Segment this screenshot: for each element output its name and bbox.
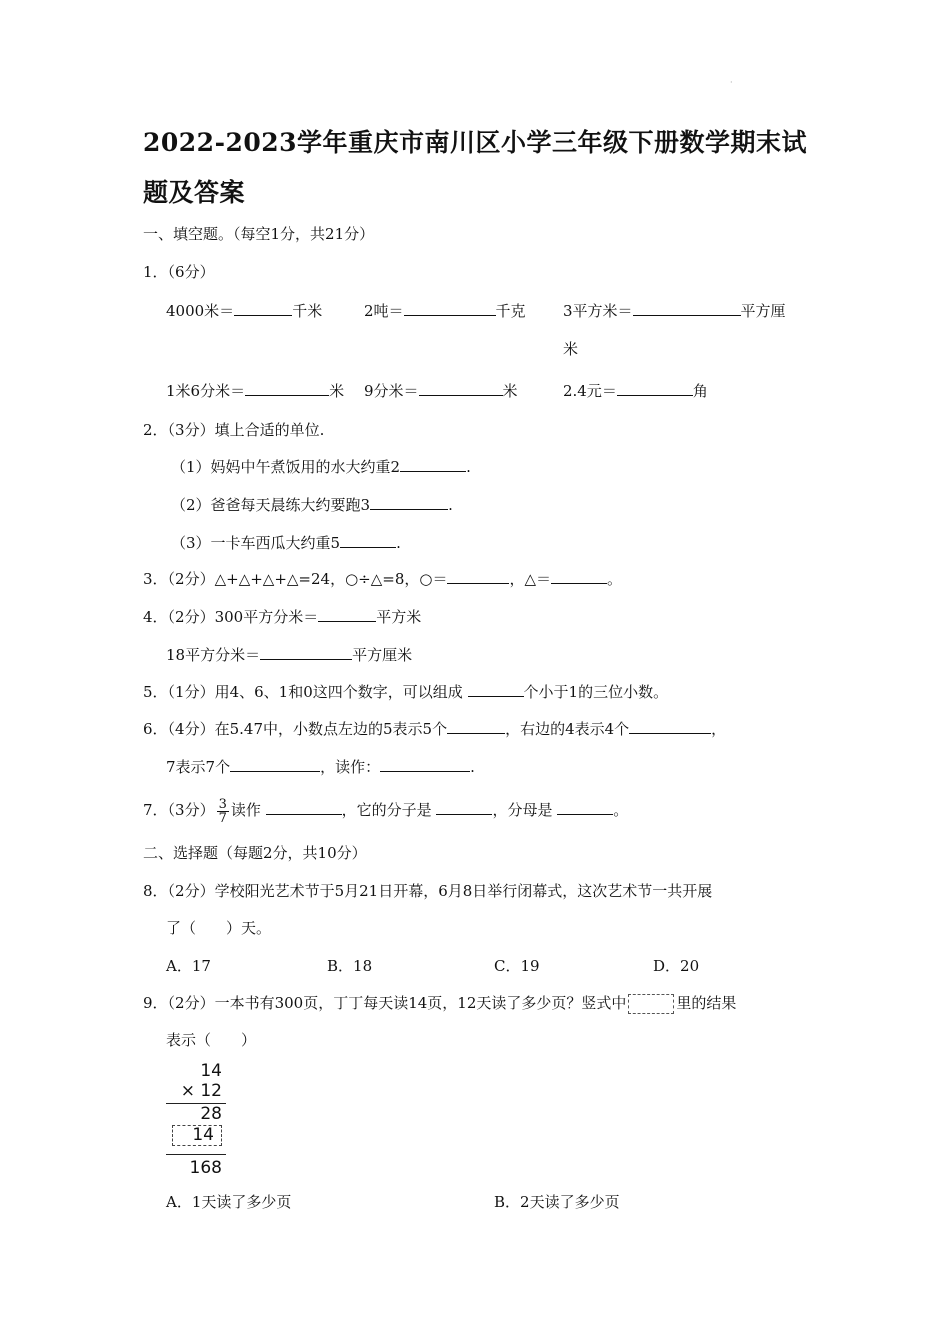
answer-blank[interactable]	[468, 682, 524, 697]
calc-multiplier: × 12	[180, 1081, 222, 1101]
q7-line: 7．（3分） $\frac{3}{7}$ 读作 ，它的分子是 ，分母是 。	[143, 796, 629, 826]
dashed-box-icon	[628, 994, 674, 1014]
answer-blank[interactable]	[629, 719, 711, 734]
q8-option-d[interactable]: D．20	[653, 957, 700, 975]
answer-blank[interactable]	[447, 719, 505, 734]
section-choice-heading: 二、选择题（每题2分，共10分）	[143, 844, 367, 862]
answer-blank[interactable]	[633, 301, 741, 316]
section-fill-blank-heading: 一、填空题。（每空1分，共21分）	[143, 225, 375, 243]
q1-item-a: 4000米＝ 千米	[166, 302, 323, 320]
q1-item-f: 2.4元＝ 角	[563, 382, 708, 400]
calc-partial-1: 28	[200, 1104, 222, 1124]
calc-rule	[166, 1154, 226, 1155]
calc-product: 168	[189, 1158, 222, 1178]
q3-line: 3．（2分）△+△+△+△=24，○÷△=8，○＝ ，△＝ 。	[143, 570, 623, 588]
answer-blank[interactable]	[260, 645, 352, 660]
document-title: 2022-2023学年重庆市南川区小学三年级下册数学期末试题及答案	[143, 128, 808, 207]
q9-option-b[interactable]: B．2天读了多少页	[494, 1193, 620, 1211]
calc-partial-2: 14	[192, 1125, 214, 1145]
q8-line-2: 了（ ）天。	[166, 919, 272, 937]
q2-sub-1: （1）妈妈中午煮饭用的水大约重2 .	[171, 458, 471, 476]
q9-line-2: 表示（ ）	[166, 1031, 257, 1049]
answer-blank[interactable]	[400, 457, 466, 472]
answer-blank[interactable]	[404, 301, 496, 316]
answer-blank[interactable]	[370, 495, 448, 510]
q1-heading: 1．（6分）	[143, 263, 215, 281]
q9-line: 9．（2分）一本书有300页，丁丁每天读14页，12天读了多少页？竖式中 里的结果	[143, 994, 737, 1012]
q8-option-b[interactable]: B．18	[327, 957, 373, 975]
answer-blank[interactable]	[557, 800, 613, 815]
q2-heading: 2．（3分）填上合适的单位.	[143, 421, 325, 439]
fraction-three-sevenths: $\frac{3}{7}$	[218, 796, 227, 826]
q1-item-c: 3平方米＝ 平方厘	[563, 302, 786, 320]
q1-item-c-cont: 米	[563, 340, 579, 358]
answer-blank[interactable]	[234, 301, 292, 316]
answer-blank[interactable]	[380, 757, 470, 772]
q4-line-2: 18平方分米＝ 平方厘米	[166, 646, 413, 664]
q4-line: 4．（2分）300平方分米＝ 平方米	[143, 608, 422, 626]
answer-blank[interactable]	[617, 381, 693, 396]
q2-sub-2: （2）爸爸每天晨练大约要跑3 .	[171, 496, 453, 514]
answer-blank[interactable]	[447, 569, 509, 584]
q8-line: 8．（2分）学校阳光艺术节于5月21日开幕，6月8日举行闭幕式，这次艺术节一共开展	[143, 882, 713, 900]
q6-line: 6．（4分）在5.47中，小数点左边的5表示5个 ，右边的4表示4个 ，	[143, 720, 727, 738]
vertical-multiplication	[166, 1060, 228, 1182]
answer-blank[interactable]	[340, 533, 396, 548]
q5-line: 5．（1分）用4、6、1和0这四个数字，可以组成 个小于1的三位小数。	[143, 683, 669, 701]
answer-blank[interactable]	[436, 800, 492, 815]
answer-blank[interactable]	[245, 381, 329, 396]
answer-blank[interactable]	[230, 757, 320, 772]
q1-item-d: 1米6分米＝ 米	[166, 382, 345, 400]
q8-option-c[interactable]: C．19	[494, 957, 540, 975]
q8-option-a[interactable]: A．17	[166, 957, 211, 975]
q2-sub-3: （3）一卡车西瓜大约重5 .	[171, 534, 401, 552]
q6-line-2: 7表示7个 ，读作： .	[166, 758, 475, 776]
calc-multiplicand: 14	[200, 1061, 222, 1081]
answer-blank[interactable]	[318, 607, 376, 622]
answer-blank[interactable]	[419, 381, 503, 396]
answer-blank[interactable]	[266, 800, 342, 815]
q1-item-e: 9分米＝ 米	[364, 382, 518, 400]
q1-item-b: 2吨＝ 千克	[364, 302, 526, 320]
q9-option-a[interactable]: A．1天读了多少页	[166, 1193, 292, 1211]
answer-blank[interactable]	[551, 569, 607, 584]
page-mark: ·	[730, 78, 733, 87]
